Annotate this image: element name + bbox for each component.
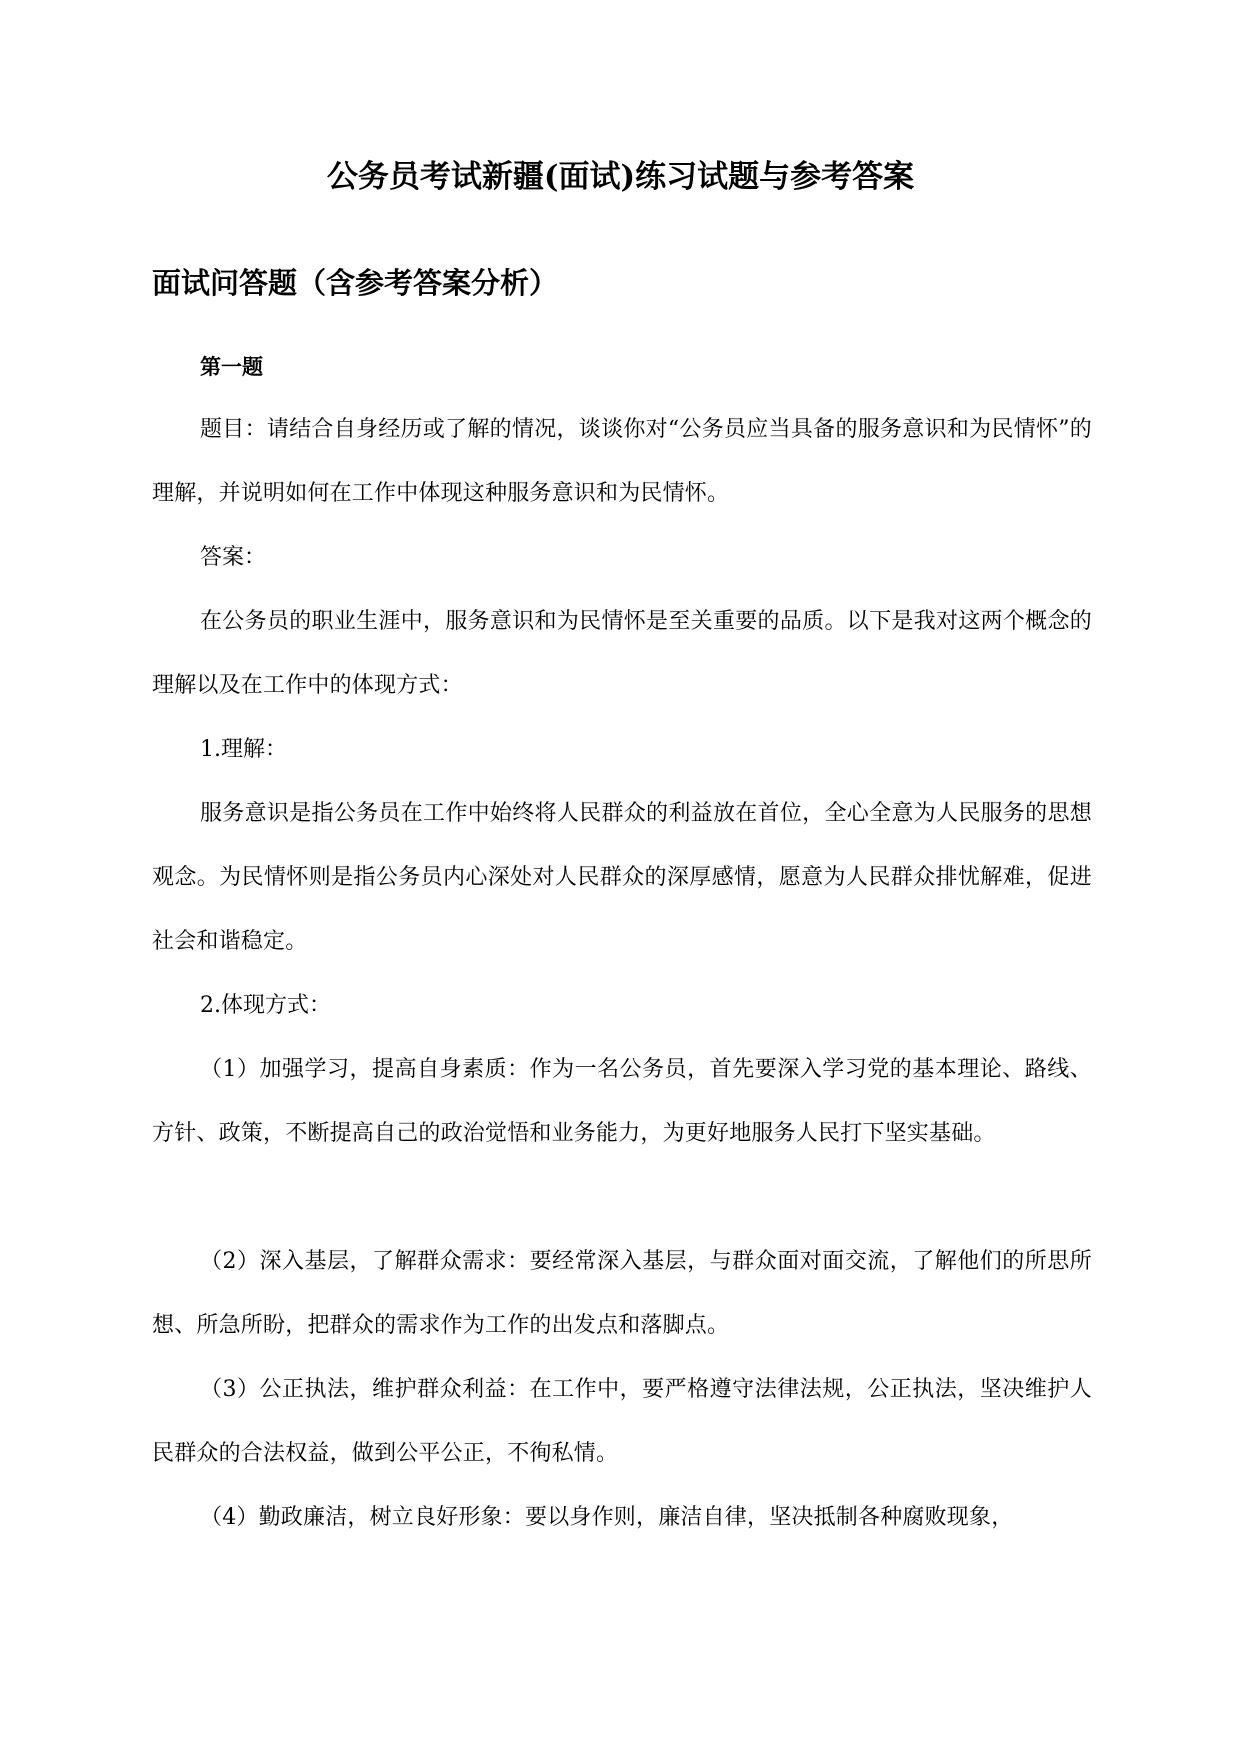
question-text: 题目：请结合自身经历或了解的情况，谈谈你对“公务员应当具备的服务意识和为民情怀”的理解，并说明如何在工作中体现这种服务意识和为民情怀。 — [152, 417, 1092, 506]
answer-label-block — [152, 526, 1092, 590]
answer-label: 答案： — [200, 545, 267, 570]
document-title: 公务员考试新疆(面试)练习试题与参考答案 — [326, 159, 915, 195]
list-item: （3）公正执法，维护群众利益：在工作中，要严格遵守法律法规，公正执法，坚决维护人民群众的合法权益，做到公平公正，不徇私情。 — [152, 1377, 1092, 1466]
intro-text: 在公务员的职业生涯中，服务意识和为民情怀是至关重要的品质。以下是我对这两个概念的理解以及在工作中的体现方式： — [152, 609, 1092, 698]
item-4-paragraph — [152, 1486, 1092, 1550]
point1-paragraph — [152, 782, 1092, 974]
item-2-paragraph — [152, 1230, 1092, 1358]
intro-paragraph — [152, 590, 1092, 718]
point2-label: 2.体现方式： — [200, 993, 331, 1018]
question-heading: 第一题 — [200, 354, 263, 379]
question-paragraph — [152, 398, 1092, 526]
point1-label-block — [152, 718, 1092, 782]
list-item: （4）勤政廉洁，树立良好形象：要以身作则，廉洁自律，坚决抵制各种腐败现象， — [200, 1505, 1014, 1530]
section-heading: 面试问答题（含参考答案分析） — [152, 266, 559, 300]
item-3-paragraph — [152, 1358, 1092, 1486]
list-item: （2）深入基层，了解群众需求：要经常深入基层，与群众面对面交流，了解他们的所思所想、所急所盼，把群众的需求作为工作的出发点和落脚点。 — [152, 1249, 1092, 1338]
item-1-paragraph — [152, 1038, 1092, 1166]
list-item: （1）加强学习，提高自身素质：作为一名公务员，首先要深入学习党的基本理论、路线、方针、政策，不断提高自己的政治觉悟和业务能力，为更好地服务人民打下坚实基础。 — [152, 1057, 1092, 1146]
point1-label: 1.理解： — [200, 737, 287, 762]
point2-label-block — [152, 974, 1092, 1038]
point1-text: 服务意识是指公务员在工作中始终将人民群众的利益放在首位，全心全意为人民服务的思想观念。为民情怀则是指公务员内心深处对人民群众的深厚感情，愿意为人民群众排忧解难，促进社会和谐稳定。 — [152, 801, 1092, 954]
